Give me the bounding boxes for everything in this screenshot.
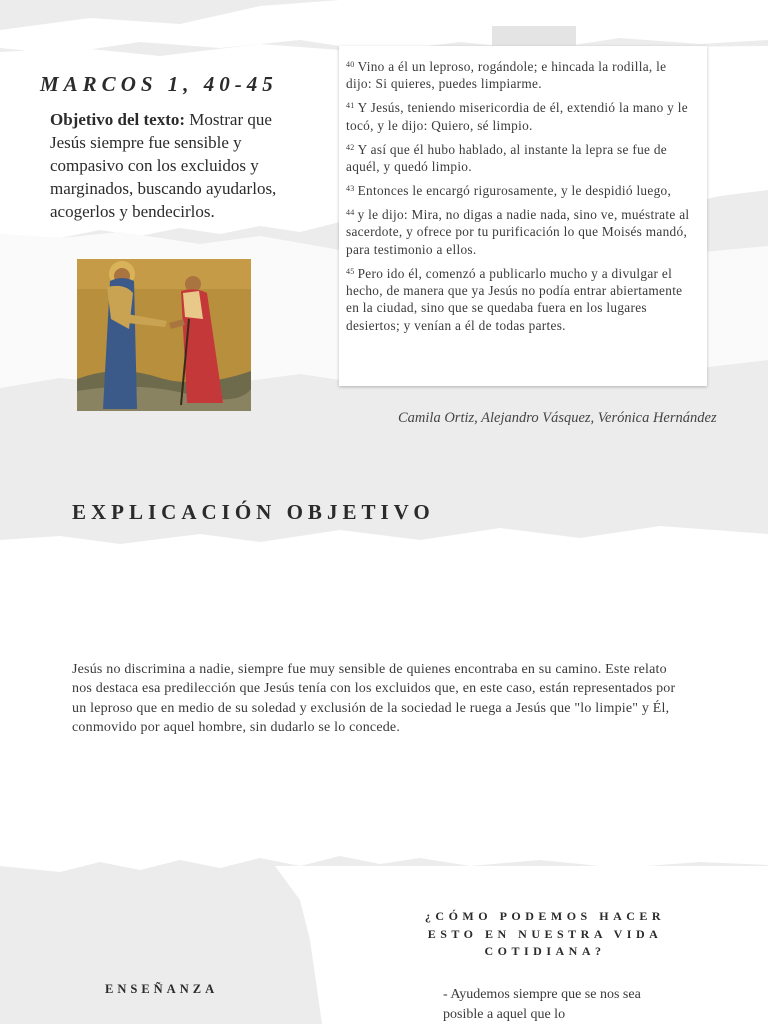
- teaching-label: ENSEÑANZA: [105, 982, 219, 996]
- verse-number: 41: [346, 101, 355, 111]
- page-title: MARCOS 1, 40-45: [40, 72, 278, 96]
- question-heading: ¿CÓMO PODEMOS HACER ESTO EN NUESTRA VIDA COTIDIANA?: [424, 909, 666, 958]
- verse-number: 45: [346, 266, 355, 276]
- verse: [346, 263, 691, 335]
- jesus-healing-leper-painting: [77, 259, 251, 411]
- scripture-card: [339, 46, 707, 386]
- verse-text: Y así que él hubo hablado, al instante la lepra se fue de aquél, y quedó limpio.: [346, 141, 668, 175]
- verse: [346, 97, 691, 134]
- verse: [346, 56, 691, 93]
- verse-number: 43: [346, 183, 355, 193]
- verse-text: Entonces le encargó rigurosamente, y le despidió luego,: [357, 182, 672, 198]
- authors-credit: Camila Ortiz, Alejandro Vásquez, Verónica Hernández: [398, 410, 717, 426]
- verse-text: Pero ido él, comenzó a publicarlo mucho y a divulgar el hecho, de manera que ya Jesús no podía entrar abiertamente en la ciudad, sino que se quedaba fuera en los lugares desiertos; y venían a él de todas partes.: [346, 265, 683, 333]
- objective-label: Objetivo del texto:: [50, 110, 186, 129]
- verse-text: Vino a él un leproso, rogándole; e hincada la rodilla, le dijo: Si quieres, puedes limpiarme.: [346, 59, 667, 92]
- section-title-explanation: EXPLICACIÓN OBJETIVO: [72, 500, 435, 524]
- verse: [346, 204, 691, 258]
- objective-paragraph: [50, 108, 305, 223]
- verse-number: 44: [346, 207, 355, 217]
- verse-number: 42: [346, 142, 355, 152]
- verse-text: y le dijo: Mira, no digas a nadie nada, sino ve, muéstrate al sacerdote, y ofrece por tu purificación lo que Moisés mandó, para testimonio a ellos.: [346, 206, 690, 257]
- verse-number: 40: [346, 60, 355, 69]
- verse: [346, 139, 691, 176]
- answer-text: - Ayudemos siempre que se nos sea posible a aquel que lo: [443, 987, 641, 1022]
- verse-text: Y Jesús, teniendo misericordia de él, extendió la mano y le tocó, y le dijo: Quiero, sé limpio.: [346, 100, 688, 133]
- verse: [346, 180, 691, 199]
- explanation-paragraph: Jesús no discrimina a nadie, siempre fue muy sensible de quienes encontraba en su camino. Este relato nos destaca esa predilección que Jesús tenía con los excluidos que, en este caso, están representados por un leproso que en medio de su soledad y exclusión de la sociedad le ruega a Jesús que "lo limpie" y Él, conmovido por aquel hombre, sin dudarlo se lo concede.: [72, 662, 676, 736]
- verse-list: [346, 56, 691, 339]
- objective-text: Mostrar que Jesús siempre fue sensible y compasivo con los excluidos y marginados, buscando ayudarlos, acogerlos y bendecirlos.: [50, 110, 277, 221]
